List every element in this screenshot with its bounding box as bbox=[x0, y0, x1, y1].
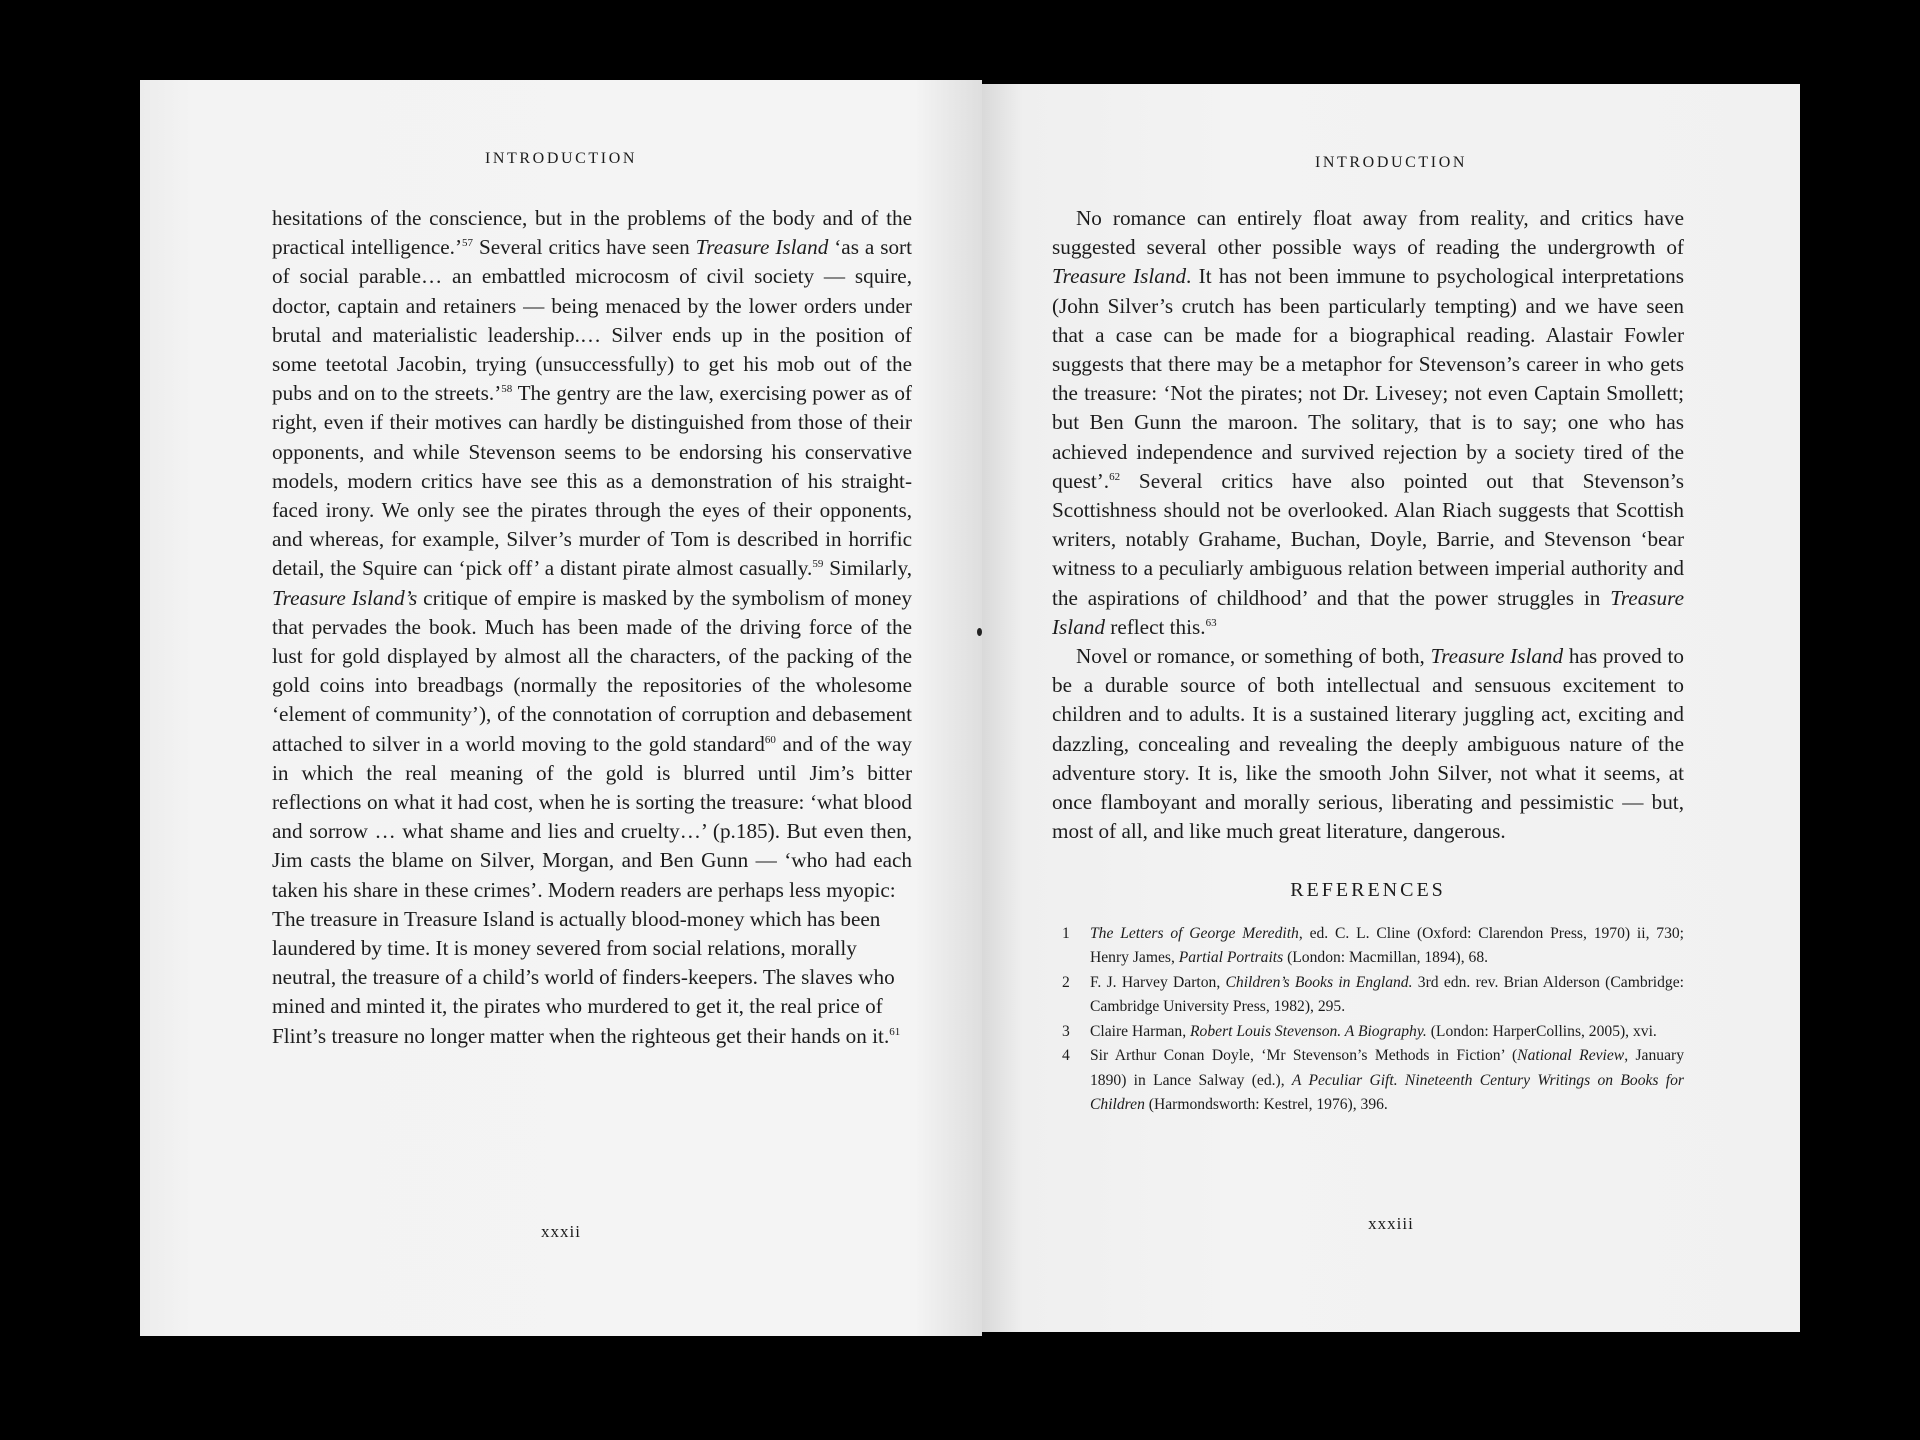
italic-text: The Letters of George Meredith bbox=[1090, 924, 1299, 942]
italic-text: Treasure Island bbox=[1052, 264, 1187, 289]
reference-number: 1 bbox=[1062, 924, 1070, 942]
references-list bbox=[1052, 922, 1684, 1118]
text-run: F. J. Harvey Darton, bbox=[1090, 973, 1226, 991]
italic-text: Partial Portraits bbox=[1178, 949, 1284, 967]
italic-text: Robert Louis Stevenson. A Biography. bbox=[1190, 1022, 1427, 1040]
footnote-marker: 63 bbox=[1205, 616, 1217, 629]
italic-text: Treasure Island bbox=[1430, 644, 1564, 669]
reference-item bbox=[1052, 1044, 1684, 1118]
italic-text: A Peculiar Gift. Nineteenth Century Writings on Books for Children bbox=[1090, 1071, 1684, 1114]
text-run: 3rd edn. rev. Brian Alderson (Cambridge: Cambridge University Press, 1982), 295. bbox=[1090, 973, 1684, 1016]
right-paragraph-2 bbox=[1052, 642, 1684, 846]
text-run: , January 1890) in Lance Salway (ed.), bbox=[1090, 1047, 1684, 1089]
running-head-right: INTRODUCTION bbox=[1314, 154, 1468, 171]
footnote-marker: 59 bbox=[812, 558, 824, 571]
footnote-marker: 61 bbox=[889, 1025, 901, 1038]
reference-number: 2 bbox=[1062, 973, 1070, 991]
text-run: Novel or romance, or something of both, bbox=[1076, 644, 1431, 669]
reference-item bbox=[1052, 1020, 1684, 1045]
text-run: Similarly, bbox=[823, 556, 912, 581]
reference-item bbox=[1052, 971, 1684, 1020]
reference-text bbox=[1090, 922, 1684, 971]
text-run: and of the way in which the real meaning of the gold is blurred until Jim’s bitter reflections on what it had cost, when he is sorting the treasure: ‘what blood and sorrow … what shame and lies and cruelty…’ (p.185). But even then, Jim casts the blame on Silver, Morgan, and Ben Gunn — ‘who had each taken his share in these crimes’. Modern readers are perhaps less myopic: bbox=[272, 731, 912, 902]
footnote-marker: 62 bbox=[1109, 470, 1121, 483]
text-run: . It has not been immune to psychological interpretations (John Silver’s crutch has been particularly tempting) and we have seen that a case can be made for a biographical reading. Alastair Fowler suggests that there may be a metaphor for Stevenson’s career in who gets the treasure: ‘Not the pirates; not Dr. Livesey; not even Captain Smollett; but Ben Gunn the maroon. The solitary, that is to say; one who has achieved independence and survived rejection by a society tired of the quest’. bbox=[1052, 264, 1684, 493]
text-run: Several critics have seen bbox=[473, 235, 696, 260]
reference-text bbox=[1090, 1020, 1684, 1045]
text-run: The treasure in Treasure Island is actually blood-money which has been laundered by time. It is money severed from social relations, morally neutral, the treasure of a child’s world of finders-keepers. The slaves who mined and minted it, the pirates who murdered to get it, the real price of Flint’s treasure no longer matter when the righteous get their hands on it. bbox=[272, 906, 895, 1048]
text-run: Several critics have also pointed out that Stevenson’s Scottishness should not be overlooked. Alan Riach suggests that Scottish writers, notably Grahame, Buchan, Doyle, Barrie, and Stevenson ‘bear witness to a peculiarly ambiguous relation between imperial authority and the aspirations of childhood’ and that the power struggles in bbox=[1052, 468, 1684, 610]
running-head-left: INTRODUCTION bbox=[484, 150, 638, 167]
left-page bbox=[140, 80, 982, 1336]
text-run: critique of empire is masked by the symbolism of money that pervades the book. Much has been made of the driving force of the lust for gold displayed by almost all the characters, of the packing of the gold coins into breadbags (normally the repositories of the wholesome ‘element of community’), of the connotation of corruption and debasement attached to silver in a world moving to the gold standard bbox=[272, 585, 912, 756]
text-run: (London: Macmillan, 1894), 68. bbox=[1283, 949, 1489, 967]
reference-item bbox=[1052, 922, 1684, 971]
text-run: reflect this. bbox=[1104, 614, 1206, 639]
references-heading: REFERENCES bbox=[1290, 879, 1446, 902]
reference-number: 4 bbox=[1062, 1047, 1070, 1065]
footnote-marker: 60 bbox=[764, 733, 776, 746]
italic-text: National Review bbox=[1517, 1047, 1625, 1065]
text-run: No romance can entirely float away from reality, and critics have suggested several other possible ways of reading the undergrowth of bbox=[1052, 206, 1684, 260]
italic-text: Treasure Island’s bbox=[272, 585, 418, 610]
text-run: has proved to be a durable source of both intellectual and sensuous excitement to children and to adults. It is a sustained literary juggling act, exciting and dazzling, concealing and revealing the deeply ambiguous nature of the adventure story. It is, like the smooth John Silver, not what it seems, at once flamboyant and morally serious, liberating and pessimistic — but, most of all, and like much great literature, dangerous. bbox=[1052, 644, 1684, 844]
text-run: , ed. C. L. Cline (Oxford: Clarendon Press, 1970) ii, 730; Henry James, bbox=[1090, 924, 1685, 967]
right-page bbox=[982, 84, 1800, 1332]
text-run: (Harmondsworth: Kestrel, 1976), 396. bbox=[1144, 1096, 1388, 1114]
right-paragraph-1 bbox=[1052, 204, 1684, 642]
reference-text bbox=[1090, 1044, 1684, 1118]
left-paragraph bbox=[272, 204, 912, 905]
text-run: Claire Harman, bbox=[1090, 1022, 1191, 1040]
page-number-left: xxxii bbox=[541, 1222, 581, 1241]
italic-text: Treasure Island bbox=[1052, 585, 1684, 639]
left-body-text bbox=[272, 204, 912, 1051]
text-run: (London: HarperCollins, 2005), xvi. bbox=[1426, 1022, 1657, 1040]
binding-staple bbox=[977, 628, 982, 636]
block-quotation bbox=[272, 905, 912, 1051]
text-run: The gentry are the law, exercising power as of right, even if their motives can hardly be distinguished from those of their opponents, and while Stevenson seems to be endorsing his conservative models, modern critics have see this as a demonstration of his straight-faced irony. We only see the pirates through the eyes of their opponents, and whereas, for example, Silver’s murder of Tom is described in horrific detail, the Squire can ‘pick off’ a distant pirate almost casually. bbox=[272, 381, 912, 581]
page-number-right: xxxiii bbox=[1368, 1214, 1414, 1233]
text-run: Sir Arthur Conan Doyle, ‘Mr Stevenson’s Methods in Fiction’ ( bbox=[1090, 1047, 1518, 1065]
italic-text: Children’s Books in England. bbox=[1225, 973, 1413, 991]
right-body-text bbox=[1052, 204, 1684, 1118]
footnote-marker: 58 bbox=[501, 383, 513, 396]
footnote-marker: 57 bbox=[462, 237, 474, 250]
italic-text: Treasure Island bbox=[695, 235, 829, 260]
text-run: ‘as a sort of social parable… an embattled microcosm of civil society — squire, doctor, captain and retainers — being menaced by the lower orders under brutal and materialistic leadership.… Silver ends up in the position of some teetotal Jacobin, trying (unsuccessfully) to get his mob out of the pubs and on to the streets.’ bbox=[272, 235, 912, 406]
reference-text bbox=[1090, 971, 1684, 1020]
reference-number: 3 bbox=[1062, 1022, 1070, 1040]
text-run: hesitations of the conscience, but in the problems of the body and of the practical intelligence.’ bbox=[272, 206, 912, 260]
